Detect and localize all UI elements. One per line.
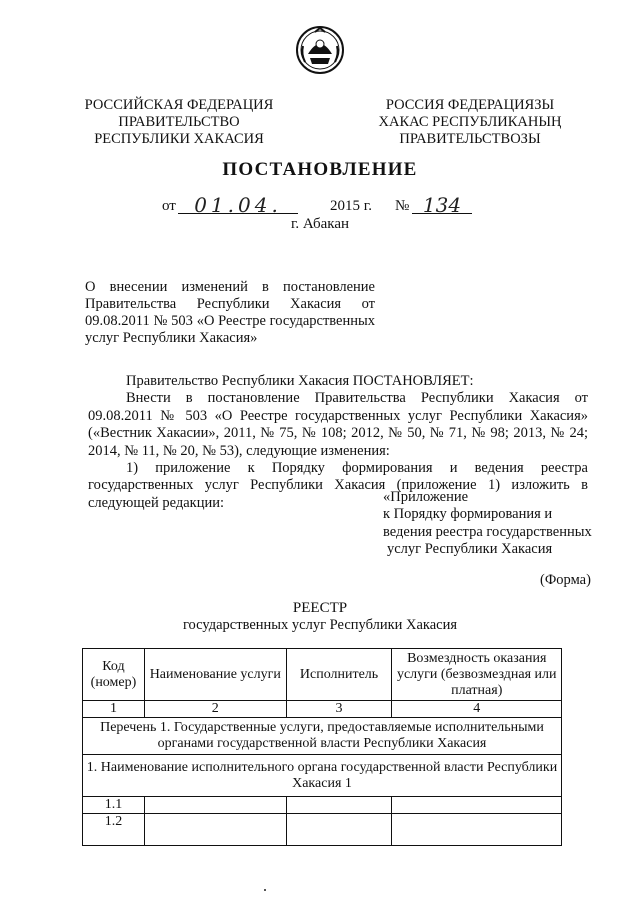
table-header-row [83, 649, 562, 701]
body-paragraph: Правительство Республики Хакасия ПОСТАНОВЛЯЕТ: [126, 373, 474, 389]
number-sign: № [395, 198, 410, 214]
appendix-line: услуг Республики Хакасия [387, 541, 553, 558]
row-empty-cell [286, 814, 392, 846]
header-left-line: РЕСПУБЛИКИ ХАКАСИЯ [94, 131, 264, 147]
table-row [83, 797, 562, 814]
header-cell-executor: Исполнитель [286, 649, 392, 701]
registry-subtitle: государственных услуг Республики Хакасия [182, 617, 458, 633]
coat-of-arms-emblem [295, 24, 345, 76]
appendix-note [383, 489, 603, 559]
body-paragraph: Внести в постановление Правительства Республики Хакасия от 09.08.2011 № 503 «О Реестре государственных услуг Республики Хакасия» («Вестник Хакасии», 2011, № 75, № 108; 2012, № 50, № 71, № 98; 2013, № 24; 2014, № 11, № 20, № 53), следующие изменения: [88, 390, 588, 459]
row-code-cell: 1.2 [83, 814, 145, 846]
document-title: ПОСТАНОВЛЕНИЕ [222, 159, 418, 180]
registry-title: РЕЕСТР [292, 600, 348, 616]
registry-table [82, 648, 562, 846]
subject-line: услуг Республики Хакасия» [85, 330, 258, 346]
handwritten-number: 134 [412, 193, 472, 214]
subject-line: Правительства Республики Хакасия от [85, 296, 375, 312]
header-cell-service-name: Наименование услуги [144, 649, 286, 701]
header-left-block [84, 97, 274, 148]
subject-line: О внесении изменений в постановление [85, 279, 375, 295]
number-cell: 4 [392, 701, 562, 718]
row-empty-cell [144, 797, 286, 814]
header-right-line: ХАКАС РЕСПУБЛИКАНЫҢ [378, 114, 562, 130]
header-right-line: ПРАВИТЕЛЬСТВОЗЫ [399, 131, 541, 147]
row-empty-cell [286, 797, 392, 814]
body-paragraph: 1) приложение к Порядку формирования и ведения реестра государственных услуг Республики Хакасия (приложение 1) изложить в следующей редакции: [88, 460, 588, 511]
table-subsection-row [83, 755, 562, 797]
number-cell: 3 [286, 701, 392, 718]
date-year: 2015 г. [330, 198, 372, 214]
header-cell-code: Код (номер) [83, 649, 145, 701]
header-right-line: РОССИЯ ФЕДЕРАЦИЯЗЫ [385, 97, 555, 113]
table-row [83, 814, 562, 846]
subject-block [85, 279, 375, 347]
number-cell: 1 [83, 701, 145, 718]
scan-speck [264, 889, 266, 891]
appendix-line: ведения реестра государственных [383, 523, 592, 540]
header-right-block [370, 97, 570, 148]
row-empty-cell [392, 814, 562, 846]
row-empty-cell [392, 797, 562, 814]
handwritten-date: 01.04. [178, 193, 298, 214]
city-name: г. Абакан [290, 216, 350, 232]
date-prefix: от [162, 198, 176, 214]
row-empty-cell [144, 814, 286, 846]
table-number-row [83, 701, 562, 718]
section-cell: Перечень 1. Государственные услуги, предоставляемые исполнительными органами государственной власти Республики Хакасия [83, 718, 562, 755]
table-section-row [83, 718, 562, 755]
header-cell-payment: Возмездность оказания услуги (безвозмездная или платная) [392, 649, 562, 701]
header-left-line: РОССИЙСКАЯ ФЕДЕРАЦИЯ [84, 97, 274, 113]
form-label: (Форма) [540, 572, 591, 588]
appendix-line: «Приложение [383, 489, 469, 505]
row-code-cell: 1.1 [83, 797, 145, 814]
subsection-cell: 1. Наименование исполнительного органа государственной власти Республики Хакасия 1 [83, 755, 562, 797]
subject-line: 09.08.2011 № 503 «О Реестре государственных [85, 313, 375, 329]
number-cell: 2 [144, 701, 286, 718]
header-left-line: ПРАВИТЕЛЬСТВО [118, 114, 240, 130]
appendix-line: к Порядку формирования и [383, 506, 553, 523]
